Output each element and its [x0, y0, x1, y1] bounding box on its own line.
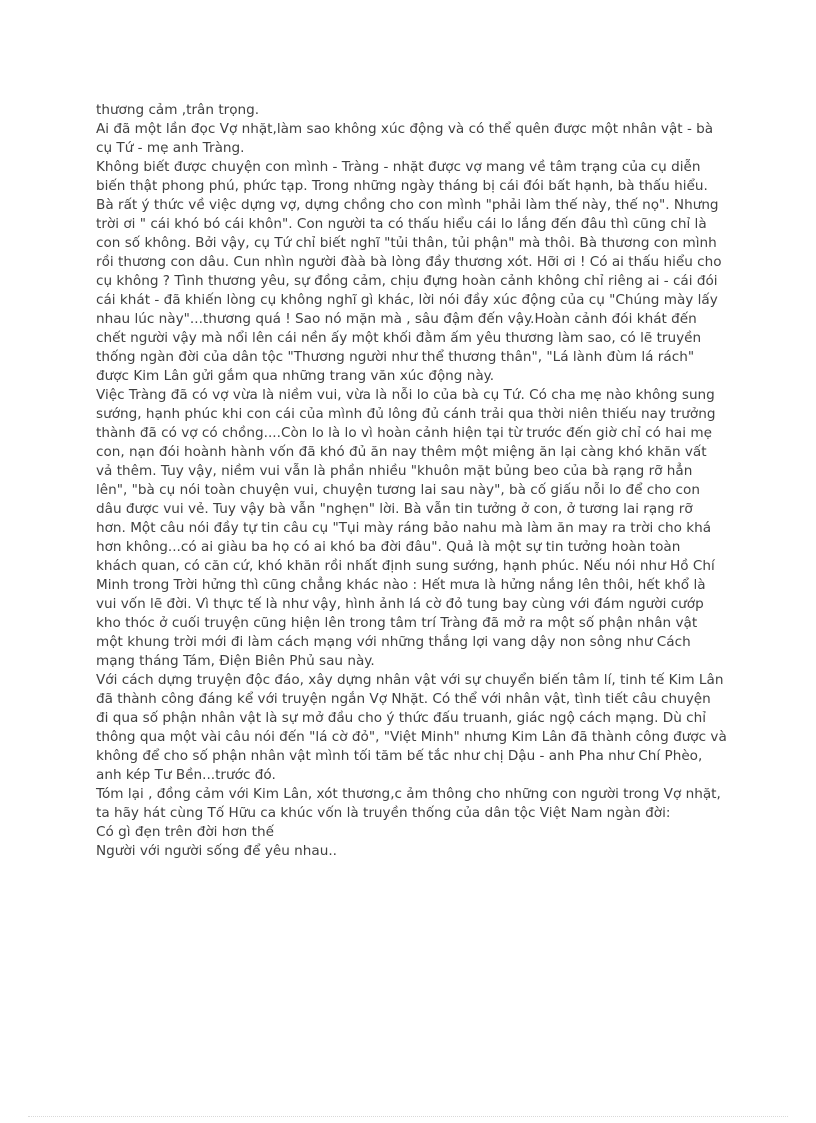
paragraph-continuation: thương cảm ,trân trọng. [96, 102, 260, 118]
paragraph-intro: Ai đã một lần đọc Vợ nhặt,làm sao không xúc động và có thể quên được một nhân vật - bà cụ Tứ - mẹ anh Tràng. [96, 121, 714, 156]
paragraph-conclusion: Tóm lại , đồng cảm với Kim Lân, xót thương,c ảm thông cho những con người trong Vợ nhặt, ta hãy hát cùng Tố Hữu ca khúc vốn là truyền thống của dân tộc Việt Nam ngàn đời: [96, 786, 721, 821]
poem-line-2: Người với người sống để yêu nhau.. [96, 843, 338, 859]
paragraph-joy-and-worry: Việc Tràng đã có vợ vừa là niềm vui, vừa là nỗi lo của bà cụ Tứ. Có cha mẹ nào không sung sướng, hạnh phúc khi con cái của mình đủ lông đủ cánh trải qua thời niên thiếu nay trưởng thành đã có vợ có chồng....Còn lo là lo vì hoàn cảnh hiện tại từ trước đến giờ chỉ có hai mẹ con, nạn đói hoành hành vốn đã khó đủ ăn nay thêm một miệng ăn lại càng khó khăn vất vả thêm. Tuy vậy, niềm vui vẫn là phần nhiều "khuôn mặt bủng beo của bà rạng rỡ hẳn lên", "bà cụ nói toàn chuyện vui, chuyện tương lai sau này", bà cố giấu nỗi lo để cho con dâu được vui vẻ. Tuy vậy bà vẫn "nghẹn" lời. Bà vẫn tin tưởng ở con, ở tương lai rạng rỡ hơn. Một câu nói đầy tự tin câu cụ "Tụi mày ráng bảo nahu mà làm ăn may ra trời cho khá hơn không...có ai giàu ba họ có ai khó ba đời đâu". Quả là một sự tin tưởng hoàn toàn khách quan, có căn cứ, khó khăn rồi nhất định sung sướng, hạnh phúc. Nếu nói như Hồ Chí Minh trong Trời hửng thì cũng chẳng khác nào : Hết mưa là hửng nắng lên thôi, hết khổ là vui vốn lẽ đời. Vì thực tế là như vậy, hình ảnh lá cờ đỏ tung bay cùng với đám người cướp kho thóc ở cuối truyện cũng hiện lên trong tâm trí Tràng đã mở ra một số phận nhân vật một khung trời mới đi làm cách mạng với những thắng lợi vang dậy non sông như Cách mạng tháng Tám, Điện Biên Phủ sau này. [96, 387, 716, 669]
poem-line-1: Có gì đẹn trên đời hơn thế [96, 824, 274, 840]
paragraph-storytelling: Với cách dựng truyện độc đáo, xây dựng nhân vật với sự chuyển biến tâm lí, tinh tế Kim Lân đã thành công đáng kể với truyện ngắn Vợ Nhặt. Có thể với nhân vật, tình tiết câu chuyện đi qua số phận nhân vật là sự mở đầu cho ý thức đấu truanh, giác ngộ cách mạng. Dù chỉ thông qua một vài câu nói đến "lá cờ đỏ", "Việt Minh" nhưng Kim Lân đã thành công được và không để cho số phận nhân vật mình tối tăm bế tắc như chị Dậu - anh Pha như Chí Phèo, anh kép Tư Bền...trước đó. [96, 672, 727, 783]
paragraph-inner-feelings: Không biết được chuyện con mình - Tràng - nhặt được vợ mang về tâm trạng của cụ diễn biến thật phong phú, phức tạp. Trong những ngày tháng bị cái đói bất hạnh, bà thấu hiểu. Bà rất ý thức về việc dựng vợ, dựng chồng cho con mình "phải làm thế này, thế nọ". Nhưng trời ơi " cái khó bó cái khôn". Con người ta có thấu hiểu cái lo lắng đến đâu thì cũng chỉ là con số không. Bởi vậy, cụ Tứ chỉ biết nghĩ "tủi thân, tủi phận" mà thôi. Bà thương con mình rồi thương con dâu. Cun nhìn người đàà bà lòng đầy thương xót. Hỡi ơi ! Có ai thấu hiểu cho cụ không ? Tình thương yêu, sự đồng cảm, chịu đựng hoàn cảnh không chỉ riêng ai - cái đói cái khát - đã khiến lòng cụ không nghĩ gì khác, lời nói đầy xúc động của cụ "Chúng mày lấy nhau lúc này"...thương quá ! Sao nó mặn mà , sâu đậm đến vậy.Hoàn cảnh đói khát đến chết người vậy mà nổi lên cái nền ấy một khối đằm ấm yêu thương làm sao, có lẽ truyền thống ngàn đời của dân tộc "Thương người như thể thương thân", "Lá lành đùm lá rách" được Kim Lân gửi gắm qua những trang văn xúc động này. [96, 159, 722, 384]
document-body [96, 101, 732, 861]
page-bottom-divider [28, 1116, 788, 1117]
